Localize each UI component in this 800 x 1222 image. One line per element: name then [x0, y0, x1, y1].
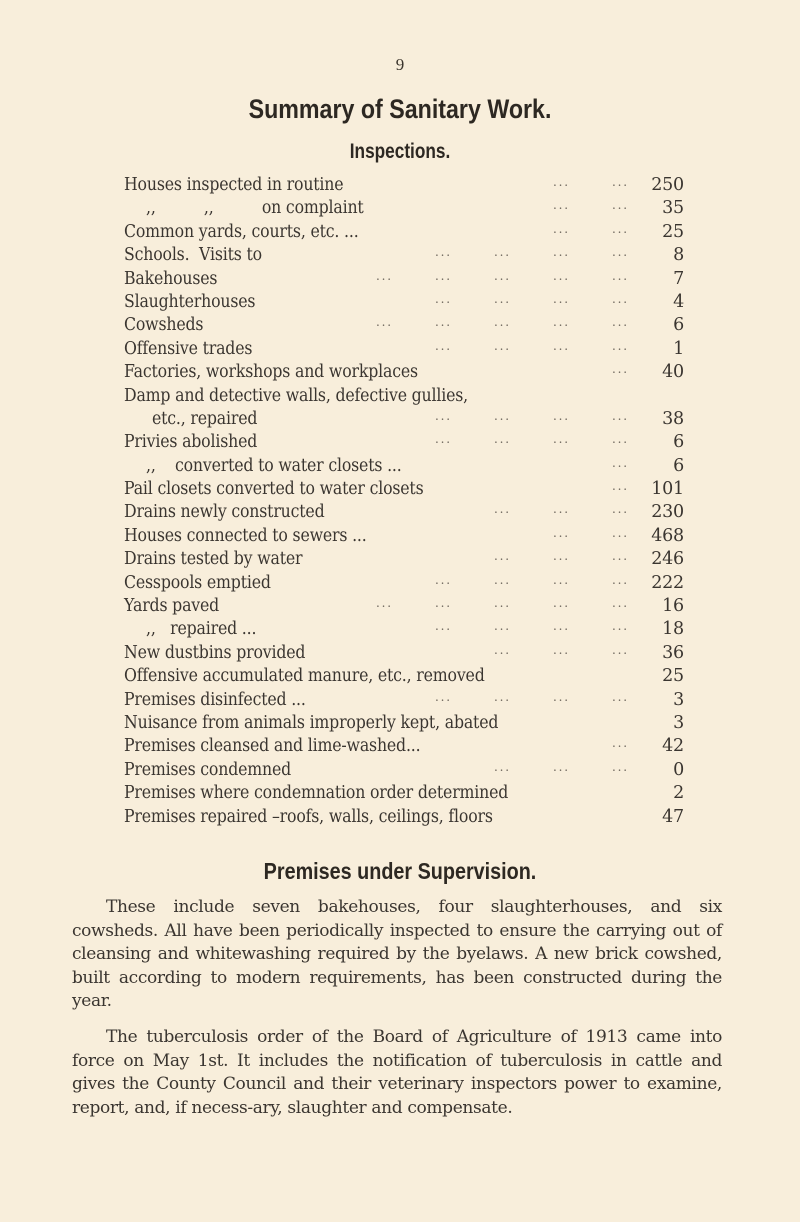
- table-row: [124, 712, 684, 735]
- row-value: 6: [673, 315, 684, 336]
- row-label: Schools. Visits to: [124, 245, 262, 266]
- row-value: 42: [662, 736, 684, 757]
- row-label: Drains tested by water: [124, 549, 303, 570]
- row-label: Bakehouses: [124, 268, 218, 289]
- table-row: New dustbins provided . . . . . . . . . 36: [124, 642, 684, 665]
- row-value: 0: [673, 759, 684, 780]
- row-value: 38: [662, 408, 684, 429]
- row-label: Yards paved: [124, 596, 220, 617]
- table-row: Drains newly constructed . . . . . . . . . 230: [124, 501, 684, 524]
- row-value: 25: [662, 221, 684, 242]
- row-label: Nuisance from animals improperly kept, abated: [124, 712, 499, 733]
- row-label: Premises where condemnation order determined: [124, 783, 509, 804]
- table-row: Schools. Visits to . . . . . . . . . . . . 8: [124, 244, 684, 267]
- row-label: Privies abolished: [124, 432, 258, 453]
- table-row: [124, 806, 684, 829]
- page-title: Summary of Sanitary Work.: [248, 94, 552, 124]
- row-label: Common yards, courts, etc. ...: [124, 221, 359, 242]
- row-value: 4: [673, 291, 684, 312]
- table-row: ,, converted to water closets ... . . . 6: [124, 455, 684, 478]
- row-label: Offensive accumulated manure, etc., removed: [124, 666, 485, 687]
- row-value: 35: [662, 198, 684, 219]
- row-label: ,, repaired ...: [146, 619, 257, 640]
- table-row: [124, 665, 684, 688]
- row-value: 246: [651, 549, 684, 570]
- row-value: 101: [651, 479, 684, 500]
- row-value: 3: [673, 712, 684, 733]
- row-label: Cesspools emptied: [124, 572, 271, 593]
- table-row: Pail closets converted to water closets . . . 101: [124, 478, 684, 501]
- row-label: Damp and detective walls, defective gullies,: [124, 385, 468, 406]
- table-row: Common yards, courts, etc. ... . . . . . . 25: [124, 221, 684, 244]
- table-row: Factories, workshops and workplaces . . . 40: [124, 361, 684, 384]
- row-label: Drains newly constructed: [124, 502, 325, 523]
- row-value: 250: [651, 175, 684, 195]
- table-row: ,, ,, on complaint . . . . . . 35: [124, 197, 684, 220]
- row-label: etc., repaired: [152, 408, 258, 429]
- table-row: Houses connected to sewers ... . . . . . . 468: [124, 525, 684, 548]
- table-row: Bakehouses . . . . . . . . . . . . . . . 7: [124, 268, 684, 291]
- table-row: Premises cleansed and lime-washed... . . . 42: [124, 735, 684, 758]
- row-label: Houses inspected in routine: [124, 175, 344, 195]
- supervision-heading: Premises under Supervision.: [263, 858, 537, 884]
- row-label: Houses connected to sewers ...: [124, 525, 367, 546]
- row-value: 1: [673, 338, 684, 359]
- row-label: Premises disinfected ...: [124, 689, 306, 710]
- row-label: Premises condemned: [124, 759, 292, 780]
- row-label: Factories, workshops and workplaces: [124, 362, 418, 383]
- row-label: Premises cleansed and lime-washed...: [124, 736, 421, 757]
- table-row: Offensive trades . . . . . . . . . . . . 1: [124, 338, 684, 361]
- row-value: 47: [662, 806, 684, 827]
- table-row: [124, 385, 684, 408]
- row-label: Pail closets converted to water closets: [124, 479, 424, 500]
- row-label: New dustbins provided: [124, 642, 306, 663]
- row-value: 16: [662, 596, 684, 617]
- row-value: 6: [673, 455, 684, 476]
- row-value: 222: [651, 572, 684, 593]
- row-value: 18: [662, 619, 684, 640]
- supervision-paragraph-2: The tuberculosis order of the Board of Agriculture of 1913 came into force on May 1st. It includes the notification of tuberculosis in cattle and gives the County Council and their veterinary inspectors power to examine, report, and, if necess-ary, slaughter and compensate.: [72, 1027, 722, 1118]
- table-row: Houses inspected in routine . . . . . . 250: [124, 174, 684, 197]
- supervision-paragraph-1: These include seven bakehouses, four slaughterhouses, and six cowsheds. All have been periodically inspected to ensure the carrying out of cleansing and whitewashing required by the byelaws. A new brick cowshed, built according to modern requirements, has been constructed during the year.: [72, 897, 722, 1011]
- table-row: ,, repaired ... . . . . . . . . . . . . 18: [124, 618, 684, 641]
- inspections-heading: Inspections.: [349, 140, 451, 163]
- table-row: Premises disinfected ... . . . . . . . . . . . . 3: [124, 689, 684, 712]
- row-value: 2: [673, 783, 684, 804]
- table-row: Slaughterhouses . . . . . . . . . . . . 4: [124, 291, 684, 314]
- table-row: Cowsheds . . . . . . . . . . . . . . . 6: [124, 314, 684, 337]
- row-value: 8: [673, 245, 684, 266]
- row-value: 25: [662, 666, 684, 687]
- table-row: Cesspools emptied . . . . . . . . . . . . 222: [124, 572, 684, 595]
- table-row: [124, 782, 684, 805]
- page-number: 9: [395, 55, 405, 74]
- row-label: ,, converted to water closets ...: [146, 455, 402, 476]
- row-label: Slaughterhouses: [124, 291, 256, 312]
- row-label: Premises repaired –roofs, walls, ceilings, floors: [124, 806, 493, 827]
- table-row: Privies abolished . . . . . . . . . . . . 6: [124, 431, 684, 454]
- row-label: Cowsheds: [124, 315, 204, 336]
- row-value: 40: [662, 362, 684, 383]
- row-value: 6: [673, 432, 684, 453]
- table-row: Yards paved . . . . . . . . . . . . . . . 16: [124, 595, 684, 618]
- row-value: 468: [651, 525, 684, 546]
- table-row: etc., repaired . . . . . . . . . . . . 38: [124, 408, 684, 431]
- row-value: 36: [662, 642, 684, 663]
- row-value: 7: [673, 268, 684, 289]
- inspections-table: [124, 174, 684, 829]
- table-row: Premises condemned . . . . . . . . . 0: [124, 759, 684, 782]
- row-value: 230: [651, 502, 684, 523]
- row-label: Offensive trades: [124, 338, 253, 359]
- row-label: ,, ,, on complaint: [146, 198, 364, 219]
- table-row: Drains tested by water . . . . . . . . . 246: [124, 548, 684, 571]
- row-value: 3: [673, 689, 684, 710]
